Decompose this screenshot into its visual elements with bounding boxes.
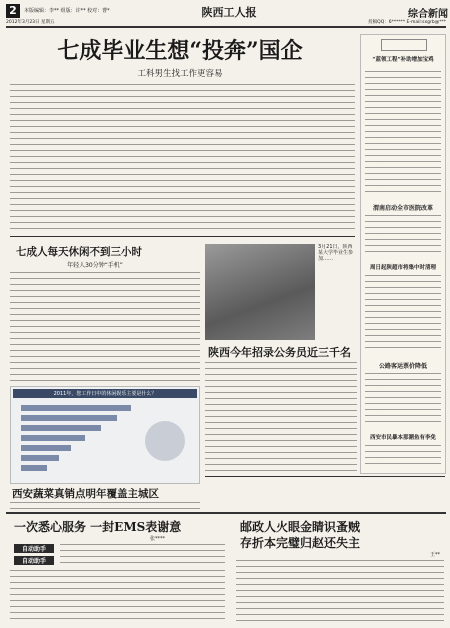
sidebar-text-3 xyxy=(365,275,441,353)
chart-bar xyxy=(21,445,71,451)
sidebar-box xyxy=(360,34,446,474)
sidebar-heading-2: 渭南启动全市医院改革 xyxy=(372,205,433,212)
sidebar-label-box xyxy=(381,39,427,51)
chart-bar xyxy=(21,465,47,471)
chart-bar xyxy=(21,435,85,441)
bottom-right-byline: 王** xyxy=(429,552,440,558)
story4-headline: 西安蔬菜真销点明年覆盖主城区 xyxy=(12,488,159,500)
bottom-left-tag-1: 自动助手 xyxy=(14,544,54,553)
sidebar-heading-5: 西安市民暴本那潮鱼有李免 xyxy=(369,435,436,441)
chart-bar xyxy=(21,455,59,461)
sidebar-text-2 xyxy=(365,215,441,255)
editor-info: 本版编辑：李** 组版：许** 校对：曹* xyxy=(24,8,110,14)
bottom-right-headline-2: 存折本完璧归赵还失主 xyxy=(240,536,361,550)
story3-headline: 陕西今年招录公务员近三千名 xyxy=(208,346,351,359)
sidebar-text-4 xyxy=(365,373,441,425)
masthead-rule xyxy=(6,26,446,28)
chart-bar xyxy=(21,425,101,431)
bottom-left-body-text xyxy=(10,570,225,622)
bottom-left-byline: 张**** xyxy=(150,536,166,542)
story4-body-text xyxy=(10,502,200,510)
section-rule-2 xyxy=(205,476,445,477)
lead-subhead: 工科男生找工作更容易 xyxy=(137,69,223,79)
bottom-left-tag-2: 自动助手 xyxy=(14,556,54,565)
chart-bar xyxy=(21,415,117,421)
section-rule-1 xyxy=(10,236,355,237)
chart-bars xyxy=(21,405,131,471)
chart-caption: 2011年，您工作日中的休闲娱乐主要是什么？ xyxy=(13,389,197,398)
story2-subhead: 年轻人30分钟“手机” xyxy=(67,262,123,269)
issue-date: 2012年3月23日 星期五 xyxy=(6,20,55,25)
paper-name: 陕西工人报 xyxy=(201,6,257,19)
bottom-rule xyxy=(6,512,446,514)
story3-body-text xyxy=(205,362,357,472)
news-photo xyxy=(205,244,315,340)
sidebar-text-5 xyxy=(365,445,441,469)
lead-body-text xyxy=(10,84,355,232)
sidebar-heading-4: 公路客运票价降低 xyxy=(378,363,427,370)
masthead xyxy=(6,4,446,18)
sidebar-title: “蓝领工程”补助增加宝鸡 xyxy=(372,57,434,63)
chart-box xyxy=(10,386,200,484)
section-name: 综合新闻 xyxy=(408,9,448,20)
sidebar-heading-3: 周日起陕超市将集中时清理 xyxy=(369,265,436,271)
bottom-right-headline-1: 邮政人火眼金睛识蚤贼 xyxy=(240,520,361,534)
page-number: 2 xyxy=(6,4,20,18)
bottom-left-headline: 一次悉心服务 一封EMS表谢意 xyxy=(14,520,182,534)
chart-graphic xyxy=(17,401,193,479)
photo-caption: 3月21日，陕西某大学毕业生参加…… xyxy=(318,244,354,263)
story2-body-text xyxy=(10,272,200,382)
chart-figure xyxy=(145,421,185,461)
chart-bar xyxy=(21,405,131,411)
contact-info: 投稿QQ：6****** E-mail:sxgrb@*** xyxy=(368,20,446,25)
bottom-right-body-text xyxy=(236,560,444,622)
lead-headline: 七成毕业生想“投奔”国企 xyxy=(57,38,303,64)
sidebar-text-1 xyxy=(365,71,441,195)
bottom-left-body-text-2 xyxy=(60,544,225,568)
masthead-subline xyxy=(6,19,446,25)
story2-headline: 七成人每天休闲不到三小时 xyxy=(16,246,142,258)
